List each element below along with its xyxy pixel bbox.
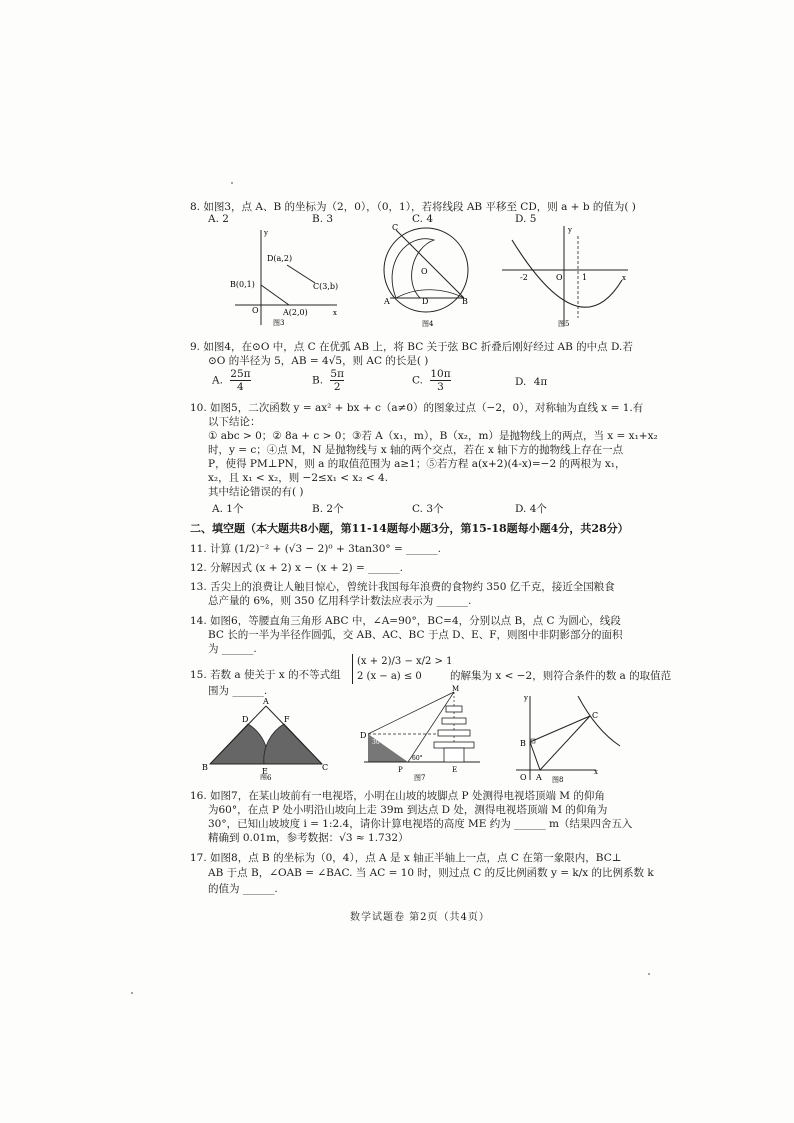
fig3-label-y: y: [264, 229, 268, 237]
q10-option-c: C. 3个: [412, 503, 444, 515]
q17-line-1: 17. 如图8，点 B 的坐标为（0，4），点 A 是 x 轴正半轴上一点，点 C 在第一象限内，BC⊥: [190, 852, 622, 864]
q15-inequality-2: 2 (x − a) ≤ 0: [357, 671, 422, 682]
fig6-label-b: B: [202, 763, 208, 772]
q10-line-4: 时，y = c；④点 M，N 是抛物线与 x 轴的两个交点，若在 x 轴下方的抛物线上存在一点: [208, 444, 624, 456]
fig3-caption: 图3: [273, 319, 285, 327]
fig3-label-a: A(2,0): [283, 308, 308, 317]
q9-option-b: B. $\frac{5\pi}{2}$: [312, 368, 344, 393]
fig6-label-a: A: [263, 697, 269, 706]
fig5-label-neg2: -2: [520, 273, 528, 282]
fig7-label-p: P: [398, 766, 403, 774]
fig4-label-b: B: [462, 297, 468, 306]
fig8-label-x: x: [594, 768, 598, 776]
fig7-label-m: M: [452, 685, 460, 693]
fig4-label-c: C: [392, 223, 399, 232]
q15-part-b: 的解集为 x < −2，则符合条件的数 a 的取值范: [450, 670, 672, 682]
q9-line-1: 9. 如图4，在⊙O 中，点 C 在优弧 AB 上，将 BC 关于弦 BC 折叠后刚好经过 AB 的中点 D.若: [190, 341, 633, 353]
q13-line-2: 总产量的 6%，则 350 亿用科学计数法应表示为 ______.: [208, 595, 472, 607]
fig5-label-y: y: [568, 226, 572, 234]
section-fill-in-title: 二、填空题（本大题共8小题，第11-14题每小题3分，第15-18题每小题4分，共28分）: [190, 522, 629, 535]
fig4-label-a: A: [384, 297, 390, 306]
fig8-caption: 图8: [552, 776, 564, 784]
q10-line-1: 10. 如图5，二次函数 y = ax² + bx + c（a≠0）的图象过点（−2，0），对称轴为直线 x = 1.有: [190, 402, 644, 414]
q12: 12. 分解因式 (x + 2) x − (x + 2) = ______.: [190, 562, 403, 574]
q11: 11. 计算 (1/2)⁻² + (√3 − 2)⁰ + 3tan30° = ______.: [190, 543, 441, 555]
q15-part-a: 15. 若数 a 使关于 x 的不等式组: [190, 669, 341, 681]
fig5-caption: 图5: [558, 320, 570, 328]
q8-option-b: B. 3: [312, 213, 334, 225]
fig8-label-a: A: [536, 773, 542, 782]
fig7-label-e: E: [452, 766, 458, 774]
fig7-label-60: 60°: [412, 755, 423, 762]
q9-option-c: C. $\frac{10\pi}{3}$: [412, 368, 451, 393]
q8-option-c: C. 4: [412, 213, 434, 225]
fig3-label-o: O: [252, 306, 259, 315]
q8-option-d: D. 5: [515, 213, 537, 225]
fig8-label-y: y: [524, 694, 528, 702]
fig6-caption: 图6: [260, 774, 272, 780]
q15-part-c: 围为 ______.: [208, 685, 268, 697]
fig3-label-c: C(3,b): [313, 282, 339, 291]
q10-line-7: 其中结论错误的有( ): [208, 486, 304, 498]
figure-6: [198, 696, 330, 780]
q8-option-a: A. 2: [208, 213, 229, 225]
q10-line-3: ① abc > 0；② 8a + c > 0；③若 A（x₁，m），B（x₂，m）是抛物线上的两点，当 x = x₁+x₂: [208, 430, 658, 442]
fig6-label-e: E: [262, 767, 268, 776]
fig8-label-b: B: [520, 739, 526, 748]
fig7-label-d: D: [360, 731, 367, 740]
fig6-label-c: C: [322, 763, 329, 772]
figure-4: [378, 222, 478, 330]
figure-5: [498, 222, 633, 330]
fig4-caption: 图4: [422, 320, 434, 328]
q10-option-a: A. 1个: [212, 503, 244, 515]
q10-line-5: P，使得 PM⊥PN，则 a 的取值范围为 a≥1；⑤若方程 a(x+2)(4-x)=−2 的两根为 x₁，: [208, 458, 626, 470]
q13-line-1: 13. 舌尖上的浪费让人触目惊心，曾统计我国每年浪费的食物约 350 亿千克，接近全国粮食: [190, 581, 615, 593]
page-footer: 数学试题卷 第2页（共4页）: [350, 912, 490, 923]
q9-option-a: A. $\frac{25\pi}{4}$: [212, 368, 251, 393]
fig4-label-o: O: [421, 267, 428, 276]
fig5-label-x: x: [622, 274, 626, 282]
fig5-label-o: O: [556, 273, 563, 282]
fig3-label-x: x: [333, 309, 337, 317]
fig8-label-c: C: [592, 711, 599, 720]
q10-line-6: x₂，且 x₁ < x₂，则 −2≤x₁ < x₂ < 4.: [208, 472, 389, 484]
scan-speck: [231, 182, 233, 184]
q16-line-3: 30°，已知山坡坡度 i = 1:2.4，请你计算电视塔的高度 ME 约为 ______ m（结果四舍五入: [208, 818, 633, 830]
q16-line-4: 精确到 0.01m，参考数据：√3 ≈ 1.732）: [208, 832, 409, 844]
q16-line-1: 16. 如图7，在某山坡前有一电视塔，小明在山坡的坡脚点 P 处测得电视塔顶端 M 的仰角: [190, 790, 605, 802]
q10-option-b: B. 2个: [312, 503, 344, 515]
figure-7: [358, 684, 483, 784]
scan-speck: [131, 992, 133, 994]
fig8-label-o: O: [520, 773, 527, 782]
q9-line-2: ⊙O 的半径为 5，AB = 4√5，则 AC 的长是( ): [208, 355, 429, 367]
fig7-label-30: 30°: [372, 739, 383, 746]
q8-stem: 8. 如图3，点 A、B 的坐标为（2，0），（0，1），若将线段 AB 平移至 CD，则 a + b 的值为( ): [190, 201, 636, 213]
fig6-label-f: F: [284, 715, 290, 724]
fig3-label-b: B(0,1): [230, 280, 255, 289]
q17-line-3: 的值为 ______.: [208, 883, 278, 895]
figure-8: [512, 690, 622, 785]
fig7-caption: 图7: [414, 774, 426, 782]
figure-3: [225, 225, 345, 330]
q14-line-1: 14. 如图6，等腰直角三角形 ABC 中，∠A=90°，BC=4，分别以点 B，点 C 为圆心，线段: [190, 615, 621, 627]
q10-option-d: D. 4个: [515, 503, 547, 515]
fig6-label-d: D: [242, 715, 249, 724]
q9-option-d: D. 4π: [515, 376, 548, 388]
q14-line-3: 为 ______.: [208, 643, 257, 655]
q15-inequality-1: (x + 2)/3 − x/2 > 1: [357, 656, 453, 667]
q15-inequality-system: [352, 654, 452, 684]
q17-line-2: AB 于点 B，∠OAB = ∠BAC. 当 AC = 10 时，则过点 C 的反比例函数 y = k/x 的比例系数 k: [208, 867, 654, 879]
q10-line-2: 以下结论：: [208, 416, 261, 428]
q14-line-2: BC 长的一半为半径作圆弧，交 AB、AC、BC 于点 D、E、F，则图中非阴影部分的面积: [208, 629, 623, 641]
q16-line-2: 为60°，在点 P 处小明沿山坡向上走 39m 到达点 D 处，测得电视塔顶端 M 的仰角为: [208, 804, 608, 816]
fig3-label-d: D(a,2): [267, 254, 293, 263]
fig5-label-one: 1: [582, 273, 588, 282]
scan-speck: [648, 973, 650, 975]
fig4-label-d: D: [422, 297, 429, 306]
